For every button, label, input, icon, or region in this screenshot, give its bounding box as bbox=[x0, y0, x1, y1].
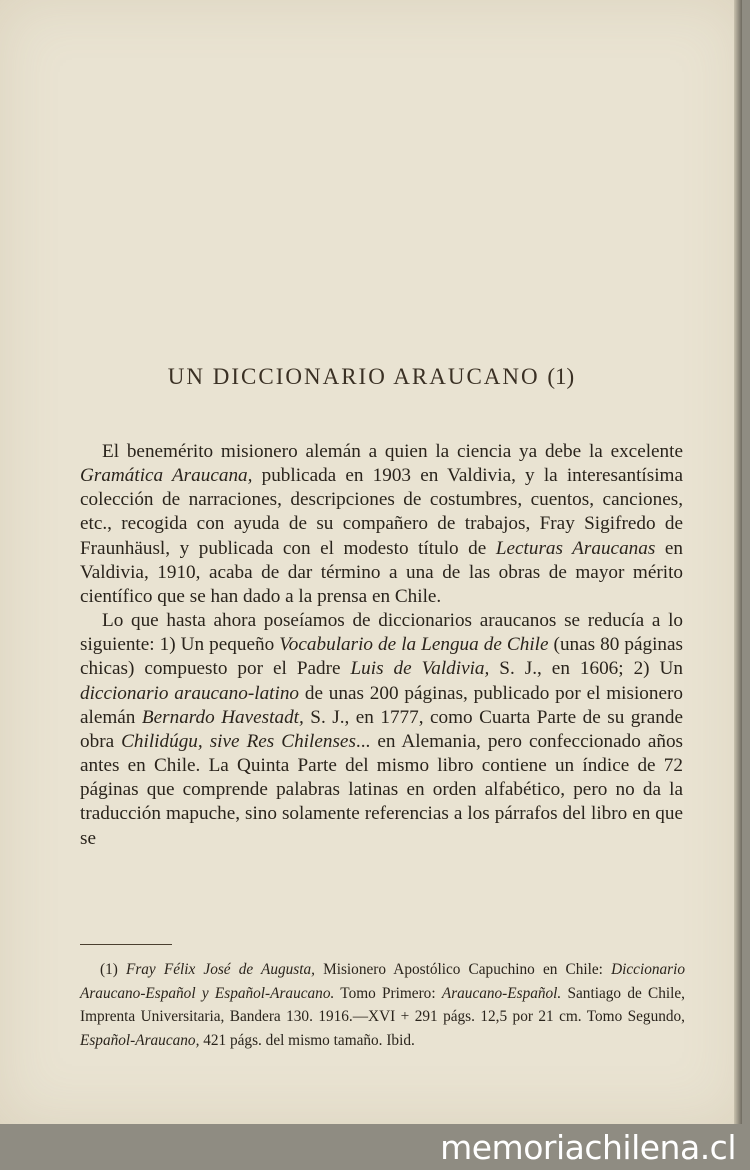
fn-text-4: 421 págs. del mismo tamaño. Ibid. bbox=[199, 1031, 415, 1049]
p1-italic-1: Gramática Araucana, bbox=[80, 465, 253, 487]
page-edge bbox=[734, 0, 742, 1124]
chapter-title-text: UN DICCIONARIO ARAUCANO bbox=[167, 364, 540, 389]
p2-italic-3: diccionario araucano-latino bbox=[80, 682, 300, 704]
p2-text-3: S. J., en 1606; 2) Un bbox=[489, 658, 684, 680]
footnote-paragraph bbox=[80, 958, 685, 1052]
p2-italic-1: Vocabulario de la Lengua de Chile bbox=[279, 634, 549, 656]
fn-italic-4: Español-Araucano, bbox=[80, 1031, 200, 1049]
fn-text-1: Misionero Apostólico Capuchino en Chile: bbox=[314, 961, 612, 978]
footnote bbox=[80, 958, 685, 1052]
p1-text-3: en Valdivia, 1910, acaba de dar término a una de las obras de mayor mérito científico que se han dado a la prensa en Chile. bbox=[80, 537, 683, 607]
body-text bbox=[80, 440, 683, 851]
fn-text-2: Tomo Primero: bbox=[334, 984, 442, 1002]
p1-text-2: publicada en 1903 en Valdivia, y la interesantísima colección de narraciones, descripciones de costumbres, cuentos, canciones, etc., recogida con ayuda de su compañero de trabajos, Fray Sigifredo de Fraunhäusl, y publicada con el modesto título de bbox=[80, 465, 683, 559]
footnote-divider bbox=[80, 944, 172, 945]
p1-italic-2: Lecturas Araucanas bbox=[495, 537, 656, 559]
paragraph-1 bbox=[80, 440, 683, 609]
p2-italic-4: Bernardo Havestadt, bbox=[141, 706, 304, 728]
footnote-reference: (1) bbox=[547, 364, 575, 389]
p2-italic-5: Chilidúgu, sive Res Chilenses bbox=[121, 730, 356, 752]
p2-text-2: (unas 80 páginas chicas) compuesto por el Padre bbox=[80, 634, 684, 680]
p2-text-5: S. J., en 1777, como Cuarta Parte de su grande obra bbox=[80, 706, 683, 752]
p2-italic-2: Luis de Valdivia, bbox=[350, 658, 490, 680]
p1-text-1: El benemérito misionero alemán a quien la ciencia ya debe la excelente bbox=[102, 441, 683, 462]
fn-italic-3: Araucano-Español. bbox=[441, 984, 562, 1002]
p2-text-4: de unas 200 páginas, publicado por el misionero alemán bbox=[80, 682, 683, 728]
footnote-mark: (1) bbox=[100, 961, 126, 978]
fn-text-3: Santiago de Chile, Imprenta Universitaria, Bandera 130. 1916.—XVI + 291 págs. 12,5 por 21 cm. Tomo Segundo, bbox=[80, 984, 685, 1025]
paragraph-2 bbox=[80, 609, 683, 851]
chapter-title bbox=[0, 364, 742, 390]
watermark-logo: memoriachilena.cl bbox=[440, 1128, 736, 1167]
fn-italic-1: Fray Félix José de Augusta, bbox=[125, 961, 315, 978]
fn-italic-2: Diccionario Araucano-Español y Español-Araucano. bbox=[80, 961, 685, 1002]
p2-text-6: ... en Alemania, pero confeccionado años antes en Chile. La Quinta Parte del mismo libro contiene un índice de 72 páginas que comprende palabras latinas en orden alfabético, pero no da la traducción mapuche, sino solamente referencias a los párrafos del libro en que se bbox=[80, 730, 684, 849]
p2-text-1: Lo que hasta ahora poseíamos de diccionarios araucanos se reducía a lo siguiente: 1) Un pequeño bbox=[80, 610, 683, 656]
